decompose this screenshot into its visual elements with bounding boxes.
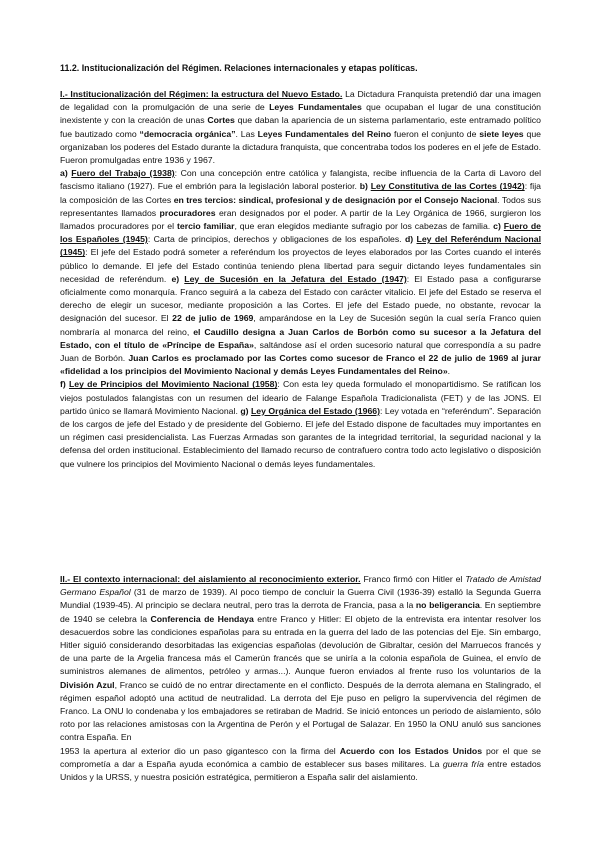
section2-body-continued: 1953 la apertura al exterior dio un paso gigantesco con la firma del Acuerdo con los Estados Unidos por el que se comprometía a dar a España ayuda económica a cambio de establecer sus bases militares. La guerra fría entre estados Unidos y la URSS, y nuestra posición estratégica, permitieron a España salir del aislamiento. — [60, 745, 542, 783]
page-title: 11.2. Institucionalización del Régimen. Relaciones internacionales y etapas políticas. — [60, 63, 418, 73]
law-b-label: b) — [359, 181, 371, 192]
law-list-continued: f) Ley de Principios del Movimiento Nacional (1958): Con esta ley queda formulado el monopartidismo. Se ratifican los viejos postulados falangistas con un resumen del ideario de Falange Española Tradicionalista (FET) y de las JONS. El partido único se llamará Movimiento Nacional. g) Ley Orgánica del Estado (1966): Ley votada en “referéndum”. Separación de los cargos de jefe del Estado y de presidente del Gobierno. El jefe del Estado dispone de facultades muy importantes en un régimen casi presidencialista. Las Fuerzas Armadas son garantes de la integridad territorial, la seguridad nacional y la defensa del orden institucional. Establecimiento del llamado recurso de contrafuero contra todo acto legislativo o disposición que vulnere los principios del Movimiento Nacional o demás leyes fundamentales. — [60, 379, 542, 469]
law-g-label: g) — [240, 405, 251, 416]
law-b-name: Ley Constitutiva de las Cortes (1942) — [370, 181, 525, 192]
section1-body: I.- Institucionalización del Régimen: la estructura del Nuevo Estado. La Dictadura Franquista pretendió dar una imagen de legalidad con la promulgación de una serie de Leyes Fundamentales que ocupaban el lugar de una constitución inexistente y con la creación de unas Cortes que daban la apariencia de un sistema parlamentario, este entramado político fue bautizado como “democracia orgánica”. Las Leyes Fundamentales del Reino fueron el conjunto de siete leyes que organizaban los poderes del Estado durante la dictadura franquista, que concentraba todos los poderes en el jefe de Estado. Fueron promulgadas entre 1936 y 1967. — [60, 89, 541, 166]
law-f-name: Ley de Principios del Movimiento Nacional (1958) — [68, 379, 278, 390]
law-list: a) Fuero del Trabajo (1938): Con una concepción entre católica y falangista, recibe influencia de la Carta di Lavoro del fascismo italiano (1927). Fue el embrión para la legislación laboral posterior. b) Ley Constitutiva de las Cortes (1942): fija la composición de las Cortes en tres tercios: sindical, profesional y de designación por el Consejo Nacional. Todos sus representantes llamados procuradores eran designados por el poder. A partir de la Ley Orgánica de 1966, surgieron los llamados procuradores por el tercio familiar, que eran elegidos mediante sufragio por los cabezas de familia. c) Fuero de los Españoles (1945): Carta de principios, derechos y obligaciones de los españoles. d) Ley del Referéndum Nacional (1945): El jefe del Estado podrá someter a referéndum los proyectos de leyes elaborados por las Cortes cuando el interés público lo demande. El jefe del Estado continúa teniendo plena libertad para seguir dictando leyes fundamentales sin necesidad de referéndum. e) Ley de Sucesión en la Jefatura del Estado (1947): El Estado pasa a configurarse oficialmente como monarquía. Franco seguirá a la cabeza del Estado con carácter vitalicio. El jefe del Estado se reserva el derecho de elegir un sucesor, mediante proposición a las Cortes. El jefe del Estado puede, no obstante, revocar la designación del sucesor. El 22 de julio de 1969, amparándose en la Ley de Sucesión según la cual sería Franco quien nombraría al monarca del reino, el Caudillo designa a Juan Carlos de Borbón como su sucesor a la Jefatura del Estado, con el título de «Príncipe de España», saltándose así el orden sucesorio natural que correspondía a su padre Juan de Borbón. Juan Carlos es proclamado por las Cortes como sucesor de Franco el 22 de julio de 1969 al jurar «fidelidad a los principios del Movimiento Nacional y demás Leyes Fundamentales del Reino». — [60, 168, 542, 377]
law-e-name: Ley de Sucesión en la Jefatura del Estado (1947) — [184, 273, 407, 284]
law-a-name: Fuero del Trabajo (1938) — [71, 168, 175, 179]
section2-body: II.- El contexto internacional: del aislamiento al reconocimiento exterior. Franco firmó con Hitler el Tratado de Amistad Germano Español (31 de marzo de 1939). Al poco tiempo de concluir la Guerra Civil (1936-39) estalló la Segunda Guerra Mundial (1939-45). Al principio se declara neutral, pero tras la derrota de Francia, pasa a la no beligerancia. En septiembre de 1940 se celebra la Conferencia de Hendaya entre Franco y Hitler: El objeto de la entrevista era intentar resolver los desacuerdos sobre las condiciones españolas para su entrada en la guerra del lado de las potencias del Eje. Sin embargo, Hitler siguió considerando desorbitadas las exigencias españolas (devolución de Gibraltar, cesión del Marruecos francés y de una parte de la Argelia francesa más el Camerún francés que se uniría a la colonia española de Guinea, el envío de suministros alemanes de alimentos, petróleo y armas...). Aunque fueron enviados al frente ruso los voluntarios de la División Azul, Franco se cuidó de no entrar directamente en el conflicto. Después de la derrota alemana en Stalingrado, el régimen español adoptó una actitud de neutralidad. La derrota del Eje puso en peligro la supervivencia del régimen de Franco. La ONU lo condenaba y los embajadores se retiraban de Madrid. Se inició entonces un periodo de aislamiento, sólo roto por las relaciones amistosas con la Argentina de Perón y el Portugal de Salazar. En 1950 la ONU anuló sus sanciones contra España. En — [60, 574, 541, 743]
section1-heading: I.- Institucionalización del Régimen: la estructura del Nuevo Estado. — [60, 89, 343, 99]
law-f-label: f) — [60, 379, 69, 390]
law-e-label: e) — [171, 273, 185, 284]
section2-heading: II.- El contexto internacional: del aislamiento al reconocimiento exterior. — [60, 574, 361, 584]
law-d-label: d) — [404, 234, 417, 245]
law-g-name: Ley Orgánica del Estado (1966) — [250, 405, 381, 416]
section-institucionalizacion — [60, 88, 541, 471]
section-contexto-internacional — [60, 573, 541, 784]
law-c-name: Fuero de los Españoles (1945) — [60, 221, 541, 245]
law-c-label: c) — [493, 221, 504, 232]
law-a-label: a) — [60, 168, 72, 179]
law-d-name: Ley del Referéndum Nacional (1945) — [60, 234, 541, 258]
